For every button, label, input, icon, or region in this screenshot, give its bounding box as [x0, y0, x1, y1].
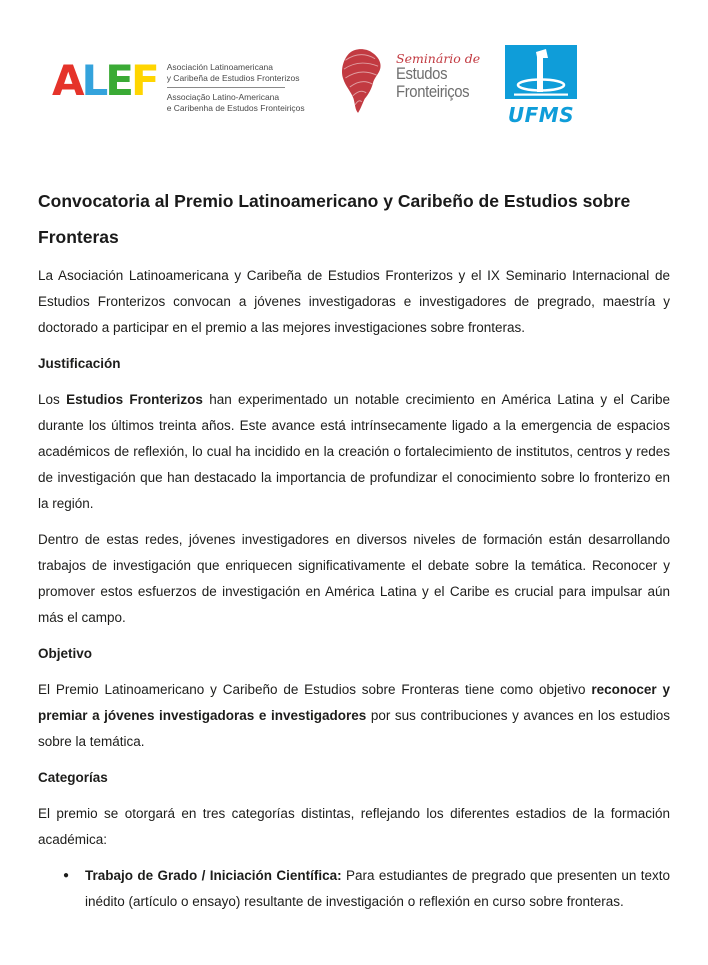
alef-wordmark-icon — [52, 58, 157, 104]
bullet-item — [38, 863, 670, 915]
text-run: Los — [38, 392, 67, 407]
south-america-scribble-icon — [338, 42, 384, 125]
paragraph — [38, 801, 670, 853]
text-run-bold: Trabajo de Grado / Iniciación Científica: — [85, 868, 342, 883]
seminario-logo — [338, 42, 480, 125]
seminario-title-line2: Fronteiriços — [396, 82, 470, 101]
text-run: El premio se otorgará en tres categorías distintas, reflejando los diferentes estadios de la formación académica: — [38, 806, 670, 847]
paragraph — [38, 263, 670, 341]
paragraph — [38, 527, 670, 631]
logo-header — [0, 0, 708, 125]
alef-letter: A — [52, 56, 82, 105]
alef-letter: E — [105, 56, 131, 105]
alef-letter: F — [130, 56, 157, 105]
text-run: han experimentado un notable crecimiento en América Latina y el Caribe durante los últimos treinta años. Este avance está intrínsecamente ligado a la emergencia de espacios académicos de reflexión, lo cual ha incidido en la creación o fortalecimiento de institutos, centros y redes de investigación que han destacado la importancia de profundizar el conocimiento sobre lo fronterizo en la región. — [38, 392, 670, 511]
text-run: Para estudiantes de pregrado que presenten un texto inédito (artículo o ensayo) resultante de investigación o reflexión en curso sobre fronteras. — [85, 868, 670, 909]
section-heading: Categorías — [38, 770, 108, 785]
section-heading: Justificación — [38, 356, 121, 371]
text-run: Dentro de estas redes, jóvenes investigadores en diversos niveles de formación están desarrollando trabajos de investigación que enriquecen significativamente el debate sobre la temática. Reconocer y promover estos esfuerzos de investigación en América Latina y el Caribe es crucial para impulsar aún más el campo. — [38, 532, 670, 625]
paragraph — [38, 677, 670, 755]
seminario-script-label: Seminário de — [396, 51, 481, 66]
seminario-title-line1: Estudos — [396, 65, 448, 83]
seminario-logo-text — [396, 42, 480, 125]
ufms-wordmark: UFMS — [507, 103, 575, 127]
text-run-bold: reconocer y premiar a jóvenes investigadoras e investigadores — [38, 682, 670, 723]
text-run-bold: Estudios Fronterizos — [66, 392, 203, 407]
alef-logo — [52, 58, 305, 113]
alef-name-es-line1: Asociación Latinoamericana — [166, 62, 273, 72]
text-run: El Premio Latinoamericano y Caribeño de Estudios sobre Fronteras tiene como objetivo — [38, 682, 592, 697]
section-heading: Objetivo — [38, 646, 93, 661]
document-body — [0, 263, 708, 915]
alef-logo-text — [167, 58, 305, 113]
text-run: La Asociación Latinoamericana y Caribeña de Estudios Fronterizos y el IX Seminario Internacional de Estudios Fronterizos convocan a jóvenes investigadoras e investigadores de pregrado, maestría y doctorado a participar en el premio a las mejores investigaciones sobre fronteras. — [38, 268, 670, 335]
ufms-monument-icon — [505, 86, 577, 103]
text-run: por sus contribuciones y avances en los estudios sobre la temática. — [38, 708, 670, 749]
page-title: Convocatoria al Premio Latinoamericano y Caribeño de Estudios sobre Fronteras — [38, 191, 631, 247]
alef-name-es-line2: y Caribeña de Estudios Fronterizos — [166, 72, 300, 83]
alef-name-pt-line1: Associação Latino-Americana — [166, 92, 280, 102]
paragraph — [38, 387, 670, 517]
alef-letter: L — [81, 56, 106, 105]
bullet-icon: ● — [63, 870, 70, 881]
divider — [167, 87, 285, 88]
ufms-logo — [505, 45, 577, 125]
alef-name-pt-line2: e Caribenha de Estudos Fronteiriços — [166, 102, 305, 113]
